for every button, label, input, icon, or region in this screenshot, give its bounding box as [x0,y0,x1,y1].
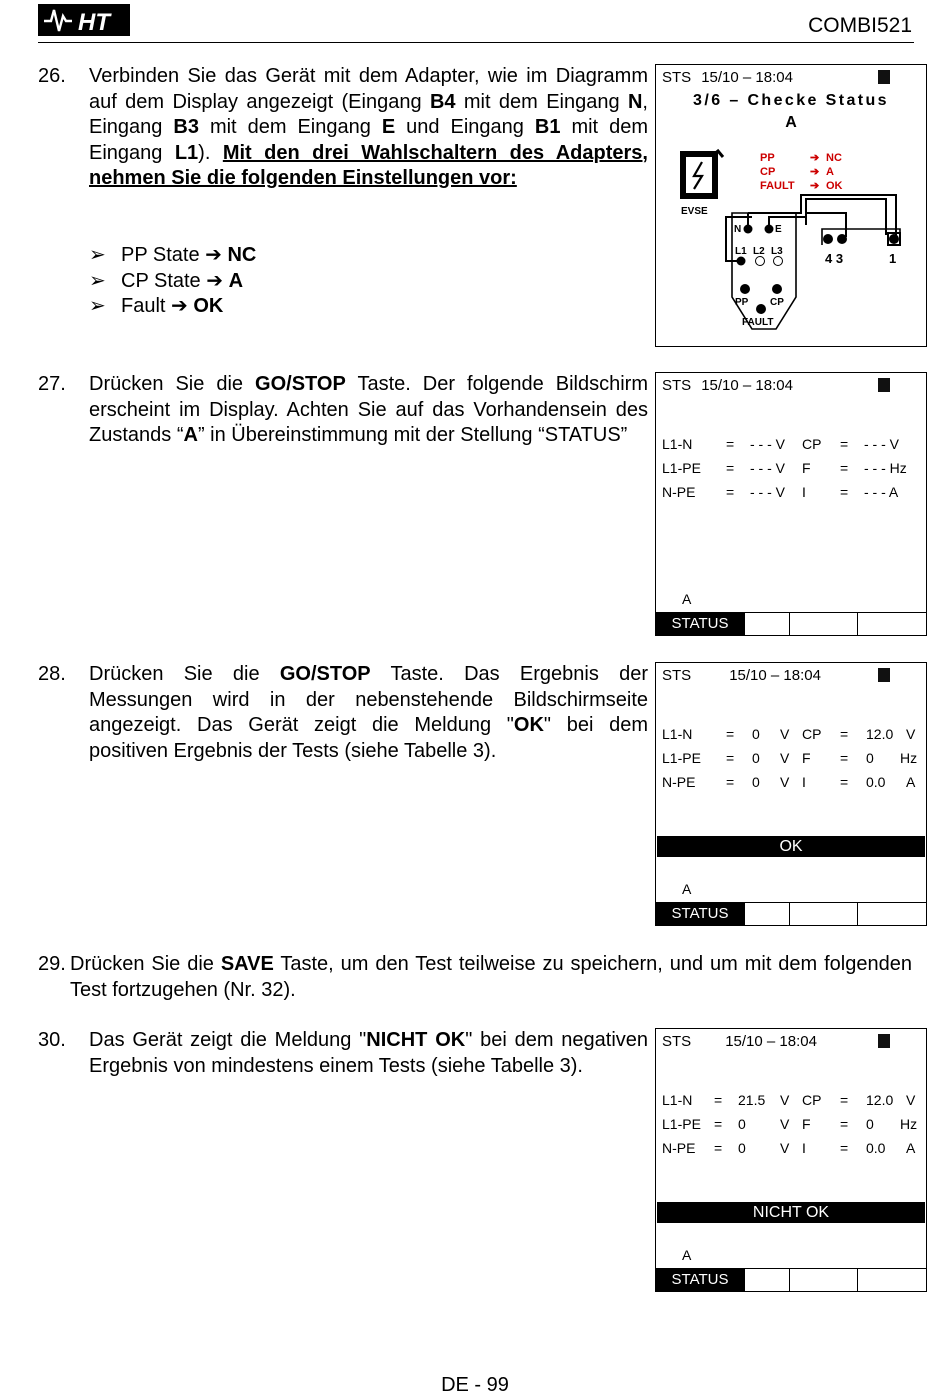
status-softkey[interactable]: STATUS [656,903,745,925]
measurement-row: L1-PE = 0 V F = 0 Hz [662,1116,918,1132]
measurement-row: L1-PE = - - - V F = - - - Hz [662,460,907,476]
softkey[interactable] [745,1269,790,1291]
step-number: 28. [38,663,66,685]
step-number: 29. [38,953,66,975]
fault-label: FAULT [742,317,774,328]
status-softkey[interactable]: STATUS [656,1269,745,1291]
pp-label: PP [735,297,749,308]
logo-text: HT [78,9,110,36]
result-banner: NICHT OK [657,1202,925,1223]
diagram-display [655,64,927,347]
arrow-icon: ➔ [810,166,820,178]
page-number: DE - 99 [441,1374,509,1396]
softkey-bar [656,612,926,635]
instrument-display [655,1028,927,1292]
l2-label: L2 [753,246,765,257]
cp-label: CP [770,297,784,308]
diagram-title: 3/6 – Checke Status [693,92,889,109]
legend-value: A [826,166,834,178]
legend-key: CP [760,166,776,178]
softkey[interactable] [790,903,858,925]
measurement-row: L1-N = - - - V CP = - - - V [662,436,899,452]
step-number: 27. [38,373,66,395]
measurement-row: N-PE = 0 V I = 0.0 A [662,1140,916,1156]
evse-label: EVSE [681,206,708,217]
underlined-instruction: Mit den drei Wahlschaltern des Adapters, nehmen Sie die folgenden Einstellungen vor: [89,141,648,190]
list-item: ➢ Fault ➔ OK [89,294,256,320]
legend-value: OK [826,180,843,192]
document-title: COMBI521 [808,14,912,37]
legend-key: PP [760,152,775,164]
bullet-arrow-icon: ➢ [89,244,106,266]
legend-key: FAULT [760,180,795,192]
softkey-bar [656,902,926,925]
ht-logo [38,4,130,36]
cp-switch [772,284,782,294]
settings-list [89,243,256,320]
softkey[interactable] [790,613,858,635]
step-text: Drücken Sie die SAVE Taste, um den Test teilweise zu speichern, und um mit dem folgenden Test fortzugehen (Nr. 32). [70,953,912,1001]
bullet-arrow-icon: ➢ [89,269,106,292]
measurement-row: L1-PE = 0 V F = 0 Hz [662,750,918,766]
l1-label: L1 [735,246,747,257]
display-header: STS 15/10 – 18:04 [662,667,821,684]
measurement-row: L1-N = 0 V CP = 12.0 V [662,726,916,742]
instrument-display [655,372,927,636]
softkey[interactable] [745,613,790,635]
step-text: Verbinden Sie das Gerät mit dem Adapter, wie im Diagramm auf dem Display angezeigt (Eingang B4 mit dem Eingang N, Eingang B3 mit dem Eingang E und Eingang B1 mit dem Eingang L1). Mit den drei Wahlschaltern des Adapters, nehmen Sie die folgenden Einstellungen vor: [89,65,648,190]
connection-diagram [656,65,926,346]
softkey[interactable] [790,1269,858,1291]
l3-label: L3 [771,246,783,257]
measurement-row: L1-N = 21.5 V CP = 12.0 V [662,1092,916,1108]
diagram-state: A [785,114,797,131]
step-29 [38,952,914,1006]
state-label: A [682,881,692,897]
status-softkey[interactable]: STATUS [656,613,745,635]
arrow-icon: ➔ [810,152,820,164]
step-text: Drücken Sie die GO/STOP Taste. Der folgende Bildschirm erscheint im Display. Achten Sie auf das Vorhandensein des Zustands “A” in Übereinstimmung mit der Stellung “STATUS” [89,373,648,447]
step-30 [38,1028,650,1108]
step-text: Drücken Sie die GO/STOP Taste. Das Ergebnis der Messungen wird in der nebenstehende Bildschirmseite angezeigt. Das Gerät zeigt die Meldung "OK" bei dem positiven Ergebnis der Tests (siehe Tabelle 3). [89,663,648,762]
instrument-display [655,662,927,926]
state-label: A [682,591,692,607]
bullet-arrow-icon: ➢ [89,295,106,318]
n-label: N [734,224,742,235]
display-header: STS 15/10 – 18:04 [662,69,793,86]
battery-icon [878,1034,890,1048]
softkey-bar [656,1268,926,1291]
step-28 [38,662,650,772]
result-banner: OK [657,836,925,857]
list-item: ➢ CP State ➔ A [89,269,256,295]
softkey[interactable] [745,903,790,925]
step-number: 26. [38,65,66,87]
measurement-row: N-PE = - - - V I = - - - A [662,484,899,500]
battery-icon [878,668,890,682]
measurement-row: N-PE = 0 V I = 0.0 A [662,774,916,790]
input-1-label: 1 [889,251,897,266]
list-item: ➢ PP State ➔ NC [89,243,256,269]
step-text: Das Gerät zeigt die Meldung "NICHT OK" bei dem negativen Ergebnis von mindestens einem Tests (siehe Tabelle 3). [89,1029,649,1077]
fault-switch [756,304,766,314]
step-26 [38,64,650,334]
battery-icon [878,378,890,392]
e-label: E [775,224,782,235]
legend-value: NC [826,152,842,164]
display-header: STS 15/10 – 18:04 [662,1033,817,1050]
arrow-icon: ➔ [810,180,820,192]
pp-switch [740,284,750,294]
page-header [38,0,914,43]
state-label: A [682,1247,692,1263]
step-27 [38,372,650,482]
step-number: 30. [38,1029,66,1051]
input-43-label: 4 3 [825,251,844,266]
display-header: STS 15/10 – 18:04 [662,377,793,394]
